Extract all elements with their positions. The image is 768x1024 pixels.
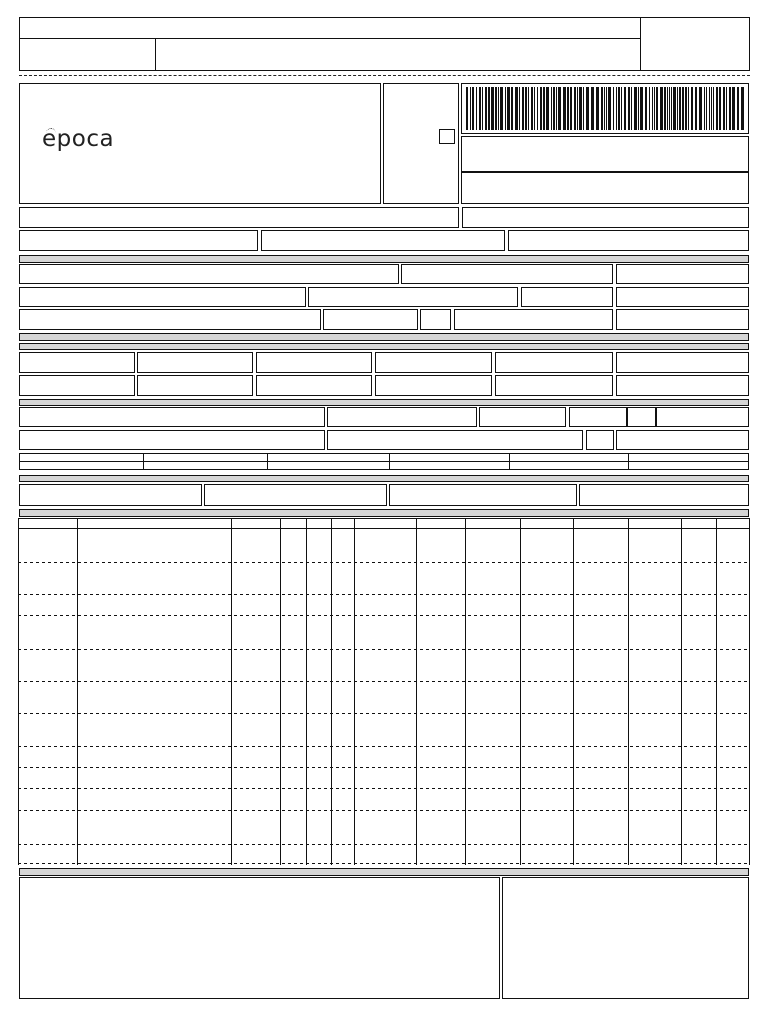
vehicle-state-field (627, 407, 656, 427)
barcode-bar (613, 87, 614, 130)
barcode-bar (583, 87, 584, 130)
barcode-bar (719, 87, 721, 130)
recipient-district-field (308, 287, 518, 307)
barcode-bar (596, 87, 599, 130)
barcode-bar (482, 87, 483, 130)
recipient-state-field (420, 309, 451, 330)
recipient-ie-field (454, 309, 613, 330)
barcode-bar (664, 87, 666, 130)
barcode-bar (604, 87, 605, 130)
barcode-bar (498, 87, 499, 130)
barcode-bar (606, 87, 607, 130)
barcode-bar (649, 87, 650, 130)
barcode-bar (531, 87, 533, 130)
barcode-bar (741, 87, 744, 130)
barcode-bar (570, 87, 572, 130)
exit-date-field (616, 287, 749, 307)
barcode-bar (577, 87, 578, 130)
receipt-stub-divider (19, 38, 641, 39)
cnpj-field (508, 230, 749, 251)
barcode-bar (601, 87, 603, 130)
volumes-col-3 (389, 453, 390, 470)
barcode-bar (723, 87, 725, 130)
barcode-bar (691, 87, 693, 130)
barcode-bar (466, 87, 468, 130)
protocol-field (462, 207, 749, 228)
barcode-bar (574, 87, 576, 130)
barcode-bar (628, 87, 630, 130)
volumes-col-2 (267, 453, 268, 470)
barcode-bar (551, 87, 552, 130)
barcode-bar (511, 87, 513, 130)
issqn-municipal-field (19, 484, 202, 506)
issqn-services-total-field (204, 484, 387, 506)
invoice-total-field (616, 375, 749, 396)
cut-line (19, 75, 750, 76)
barcode-bar (495, 87, 497, 130)
items-section-bar (19, 509, 749, 517)
barcode-bar (579, 87, 582, 130)
recipient-address-field (19, 287, 306, 307)
recipient-section-bar (19, 255, 749, 263)
volumes-col-1 (143, 453, 144, 470)
barcode-bar (616, 87, 617, 130)
volumes-col-4 (509, 453, 510, 470)
carrier-cnpj-field (656, 407, 749, 427)
issqn-base-field (389, 484, 577, 506)
barcode-bar (522, 87, 524, 130)
recipient-zip-field (521, 287, 613, 307)
barcode-bar (631, 87, 632, 130)
discount-field (256, 375, 372, 396)
icms-base-field (19, 352, 135, 373)
barcode-bar (608, 87, 611, 130)
barcode-bar (682, 87, 684, 130)
vehicle-plate-field (569, 407, 627, 427)
icms-value-field (137, 352, 253, 373)
recipient-cnpj-field (401, 264, 613, 284)
pis-value-field (495, 352, 613, 373)
barcode-bar (713, 87, 714, 130)
operation-nature-field (19, 207, 459, 228)
barcode-bar (706, 87, 707, 130)
barcode-bar (543, 87, 545, 130)
barcode-bar (525, 87, 527, 130)
icms-st-base-field (256, 352, 372, 373)
barcode-bar (695, 87, 697, 130)
barcode-bar (567, 87, 569, 130)
barcode-bar (660, 87, 663, 130)
barcode-bar (540, 87, 542, 130)
access-key-field (461, 136, 749, 172)
issqn-section-bar (19, 475, 749, 482)
barcode-bar (737, 87, 739, 130)
consult-info-field (461, 172, 749, 204)
barcode-bar (591, 87, 594, 130)
fisco-reserved-field (502, 877, 749, 999)
barcode-bar (479, 87, 481, 130)
barcode-bar (667, 87, 668, 130)
carrier-ie-field (616, 430, 749, 450)
state-registration-field (19, 230, 258, 251)
barcode-bar (645, 87, 647, 130)
barcode-bar (711, 87, 712, 130)
barcode-bar (716, 87, 718, 130)
barcode-bar (624, 87, 626, 130)
barcode-bar (472, 87, 474, 130)
barcode-bar (654, 87, 655, 130)
tax-section-bar (19, 343, 749, 350)
barcode-graphic (466, 87, 744, 130)
barcode-bar (476, 87, 477, 130)
antt-code-field (479, 407, 566, 427)
barcode-bar (488, 87, 490, 130)
barcode-bar (515, 87, 518, 130)
barcode-bar (732, 87, 735, 130)
barcode-bar (656, 87, 658, 130)
barcode-bar (558, 87, 561, 130)
items-table (18, 518, 750, 866)
barcode-bar (505, 87, 506, 130)
invoice-section-bar (19, 333, 749, 341)
barcode-bar (673, 87, 676, 130)
barcode-bar (546, 87, 549, 130)
barcode-bar (553, 87, 555, 130)
barcode-bar (528, 87, 529, 130)
transport-section-bar (19, 399, 749, 406)
recipient-phone-field (323, 309, 418, 330)
barcode-bar (640, 87, 643, 130)
recipient-city-field (19, 309, 321, 330)
barcode-bar (618, 87, 620, 130)
carrier-name-field (19, 407, 325, 427)
barcode-bar (699, 87, 702, 130)
barcode-bar (534, 87, 535, 130)
barcode-bar (709, 87, 710, 130)
barcode-bar (652, 87, 653, 130)
barcode-bar (537, 87, 538, 130)
barcode-bar (685, 87, 687, 130)
barcode-bar (586, 87, 589, 130)
freight-value-field (19, 375, 135, 396)
barcode-bar (726, 87, 727, 130)
barcode-bar (556, 87, 557, 130)
receipt-stub-right-divider (640, 17, 641, 71)
issue-date-field (616, 264, 749, 284)
company-logo: epoca (42, 126, 115, 152)
barcode-bar (688, 87, 689, 130)
products-total-field (616, 352, 749, 373)
barcode-bar (634, 87, 637, 130)
barcode-bar (638, 87, 639, 130)
volumes-row-divider (19, 461, 749, 462)
barcode-bar (507, 87, 510, 130)
barcode-bar (500, 87, 503, 130)
barcode-bar (563, 87, 566, 130)
ipi-value-field (495, 375, 613, 396)
carrier-state-field (586, 430, 614, 450)
barcode-bar (621, 87, 622, 130)
entry-exit-checkbox[interactable] (439, 129, 455, 144)
barcode-bar (677, 87, 678, 130)
icms-st-value-field (375, 352, 492, 373)
volumes-col-5 (628, 453, 629, 470)
barcode-bar (470, 87, 471, 130)
barcode-bar (669, 87, 670, 130)
exit-time-field (616, 309, 749, 330)
carrier-address-field (19, 430, 325, 450)
barcode-bar (704, 87, 705, 130)
barcode-bar (519, 87, 520, 130)
barcode-bar (679, 87, 681, 130)
barcode-bar (485, 87, 487, 130)
barcode-bar (491, 87, 494, 130)
complementary-info-field (19, 877, 500, 999)
substitute-registration-field (261, 230, 505, 251)
barcode-bar (671, 87, 672, 130)
insurance-value-field (137, 375, 253, 396)
carrier-city-field (327, 430, 583, 450)
recipient-name-field (19, 264, 399, 284)
additional-data-bar (19, 868, 749, 876)
freight-payer-field (327, 407, 477, 427)
barcode-bar (729, 87, 731, 130)
other-expenses-field (375, 375, 492, 396)
issqn-value-field (579, 484, 749, 506)
receipt-stub-date-divider (155, 38, 156, 71)
